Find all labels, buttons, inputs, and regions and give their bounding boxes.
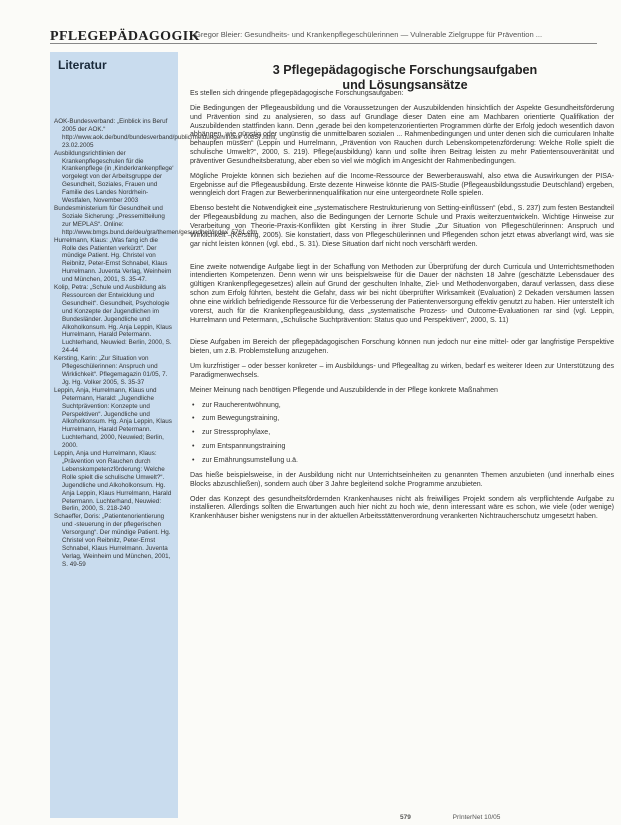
- magazine-masthead: PFLEGEPÄDAGOGIK: [50, 29, 200, 44]
- literature-entry: Kersting, Karin: „Zur Situation von Pflegeschülerinnen: Anspruch und Wirklichkeit“. Pflegemagazin 01/05, 7. Jg. Hg. Volker 2005, S. 35-37: [54, 355, 168, 386]
- paragraph: Eine zweite notwendige Aufgabe liegt in der Schaffung von Methoden zur Überprüfung der durch Curricula und Unterrichtsmethoden intendierten Kompetenzen. Denn wenn wir uns beispielsweise für die Dauer der nächsten 18 Jahre (geschätzte Lebensdauer des gültigen Krankenpflegegesetzes) allein auf Grund der geschulten Inhalte, Ziel- und Methodenvorgaben, darauf verlassen, dass diese schon zum Erfolg führten, besteht die Gefahr, dass wir bei nicht überprüfter Wirksamkeit (Evaluation) 2 Dekaden versäumen lassen ohne eine wirklich befriedigende Ressource für die Verbesserung der Patientenversorgung effektiv genutzt zu haben. Hier unterstellt ich vorerst, auch für die Krankenpflegeausbildung, dass „systematische Prozess- und Outcome-Evaluationen rar sind (vgl. Leppin, Hurrelmann und Petermann, „Schulische Suchtprävention: Status quo und Perspektiven“, 2000, S. 11): [190, 263, 614, 324]
- paragraph: Oder das Konzept des gesundheitsfördernden Krankenhauses nicht als freiwilliges Projekt sondern als verpflichtende Aufgabe zu installieren. Allerdings sollten die Erwartungen auch hier nicht zu hoch wie, denn interessant wäre es schon, wie viele (oder wenige) Krankenhäuser bisher wenigstens nur in der aktuellen Arbeitsstättenverordnung verankerten Nichtraucherschutz umgesetzt haben.: [190, 495, 614, 521]
- list-item: [190, 443, 614, 452]
- paragraph: Das hieße beispielsweise, in der Ausbildung nicht nur Unterrichtseinheiten zu genannten Themen anzubieten (und innerhalb eines Blocks abzuschließen), sondern auch über 3 Jahre begleitend solche Programme anzubieten.: [190, 471, 614, 488]
- article-body: [190, 90, 614, 528]
- list-item-text: zum Entspannungstraining: [202, 443, 286, 451]
- literature-entry: Bundesministerium für Gesundheit und Soziale Sicherung: „Pressemitteilung zur MEPLAS“. Online: http://www.bmgs.bund.de/deu/gra/themen/gesundheit/index_5761.cfm: [54, 204, 258, 236]
- bullet-icon: •: [192, 429, 195, 437]
- list-item: [190, 457, 614, 466]
- page-footer: [400, 814, 500, 821]
- section-title: [196, 63, 614, 93]
- running-head: Gregor Bleier: Gesundheits- und Krankenpflegeschülerinnen — Vulnerable Zielgruppe für Prävention ...: [195, 30, 543, 39]
- bullet-icon: •: [192, 443, 195, 451]
- literature-entry: Leppin, Anja, Hurrelmann, Klaus und Petermann, Harald: „Jugendliche Suchtprävention: Konzepte und Perspektiven“. Jugendliche und Alkoholkonsum. Hg. Anja Leppin, Klaus Hurrelmann, Harald Petermann. Luchterhand, 2000, Neuwied; Berlin, 2000.: [54, 386, 172, 450]
- paragraph: Meiner Meinung nach benötigen Pflegende und Auszubildende in der Pflege konkrete Maßnahmen: [190, 386, 498, 394]
- literature-entry: Hurrelmann, Klaus: „Was fang ich die Rolle des Patienten verkürzt“. Der mündige Patient. Hg. Christel von Reibnitz, Peter-Ernst Schnabel, Klaus Hurrelmann. Juventa Verlag, Weinheim und München, 2001, S. 35-47.: [54, 236, 172, 284]
- paragraph: Mögliche Projekte können sich beziehen auf die Income-Ressource der Bewerberauswahl, also etwa die Auswirkungen der PISA-Ergebnisse auf die Pflegeausbildung. Erste dezente Hinweise könnte die PAIS-Studie (Pflegeausbildungsstudie Deutschland) ergeben, wenngleich dort Fragen zur Bewerberinnenqualifikation nur eine untergeordnete Rolle spielen.: [190, 172, 614, 198]
- issue-label: PrInterNet 10/05: [452, 814, 501, 821]
- section-title-line-2: und Lösungsansätze: [342, 78, 468, 93]
- list-item-text: zur Stressprophylaxe,: [202, 429, 271, 437]
- paragraph: Um kurzfristiger – oder besser konkreter – im Ausbildungs- und Pflegealltag zu wirken, bedarf es weiterer Ideen zur Unterstützung des Paradigmenwechsels.: [190, 363, 614, 379]
- list-item-text: zur Ernährungsumstellung u.ä.: [202, 457, 298, 464]
- paragraph: Diese Aufgaben im Bereich der pflegepädagogischen Forschung können nun jedoch nur eine mittel- oder gar langfristige Perspektive bieten, um z.B. Problemstellung anzugehen.: [190, 339, 614, 356]
- literature-entry: Ausbildungsrichtlinien der Krankenpflegeschulen für die Krankenpflege (in ‚Kinderkrankenpflege‘ vorgelegt von der Arbeitsgruppe der Gesundheit, Soziales, Frauen und Familie des Landes Nordrhein-Westfalen, November 2003: [54, 149, 174, 205]
- literature-entry: Kolip, Petra: „Schule und Ausbildung als Ressourcen der Entwicklung und Gesundheit“. Gesundheit, Psychologie und Konzepte der Jugendlichen im Bundesländer. Jugendliche und Alkoholkonsum. Hg. Anja Leppin, Klaus Hurrelmann, Harald Petermann. Luchterhand, Neuwied: Berlin, 2000, S. 24-44: [54, 284, 172, 355]
- paragraph: Es stellen sich dringende pflegepädagogische Forschungsaufgaben:: [190, 90, 404, 97]
- paragraph: Die Bedingungen der Pflegeausbildung und die Voraussetzungen der Auszubildenden hinsichtlich der Aspekte Gesundheitsförderung und Prävention sind zu analysieren, so dass auf Grundlage dieser Daten eine am Machbaren orientierte Qualifikation der Auszubildenden stattfinden kann. Denn „gerade bei den kompetenzorientierten Programmen dürfte der Erfolg jedoch wesentlich davon abhängen, wie günstig oder ungünstig die unmittelbaren sozialen ... Rahmenbedingungen und unter denen sich die curricularen Inhalte behaupten müssen“ (Leppin und Hurrelmann, „Prävention von Rauchen durch Lebenskompetenzförderung: Welche Rolle spielt die schulische Umwelt?“, 2000, S. 219). Pflege(ausbildung) kann und sollte ihren Beitrag leisten zu mehr Patientensouveränität und präventiver Gesundheitsberatung, aber eben so viel wie möglich im Angesicht der Rahmenbedingungen.: [190, 104, 614, 165]
- measures-list: [190, 402, 614, 466]
- list-item: [190, 429, 614, 438]
- paragraph: Ebenso besteht die Notwendigkeit eine „systematischere Restrukturierung von Setting-einflüssen“ (ebd., S. 237) zum festen Bestandteil der Pflegeausbildung zu machen, also die Bedingungen der Lernorte Schule und Praxis weiterzuentwickeln. Wichtige Hinweise zur Verarbeitung von Theorie-Praxis-Konflikten gibt Kersting in ihrer Studie „Zur Situation von Pflegeschülerinnen: Anspruch und Wirklichkeit“ (Kersting, 2005). Sie konstatiert, dass von Pflegeschülerinnen und Pflegenden schon jetzt etwas abverlangt wird, was sie gar nicht leisten können (vgl. ebd., S. 31). Diese Situation darf nicht noch verschärft werden.: [190, 205, 614, 248]
- list-item-text: zur Raucherentwöhnung,: [202, 401, 281, 409]
- literature-entry: Leppin, Anja und Hurrelmann, Klaus: „Prävention von Rauchen durch Lebenskompetenzförderung: Welche Rolle spielt die schulische Umwelt?“. Jugendliche und Alkoholkonsum. Hg. Anja Leppin, Klaus Hurrelmann, Harald Petermann. Luchterhand, Neuwied: Berlin, 2000, S. 218-240: [54, 450, 172, 513]
- header-divider: [50, 43, 597, 44]
- page-number: 579: [400, 814, 411, 821]
- literature-entry: Schaeffer, Doris: „Patientenorientierung und -steuerung in der pflegerischen Versorgung“. Der mündige Patient. Hg. Christel von Reibnitz, Peter-Ernst Schnabel, Klaus Hurrelmann. Juventa Verlag, Weinheim und München, 2001, S. 49-59: [54, 513, 171, 568]
- bullet-icon: •: [192, 415, 195, 423]
- sidebar-title: Literatur: [58, 58, 107, 72]
- bullet-icon: •: [192, 457, 195, 464]
- list-item: [190, 415, 614, 424]
- bullet-icon: •: [192, 401, 195, 409]
- list-item-text: zum Bewegungstraining,: [202, 415, 280, 423]
- section-title-line-1: 3 Pflegepädagogische Forschungsaufgaben: [272, 63, 538, 78]
- list-item: [190, 402, 614, 411]
- literature-entry: AOK-Bundesverband: „Einblick ins Beruf 2005 der AOK.“ http://www.aok.de/bund/bundesverband/public/meldungen/index_00857.html, 23.02.2005: [54, 118, 277, 149]
